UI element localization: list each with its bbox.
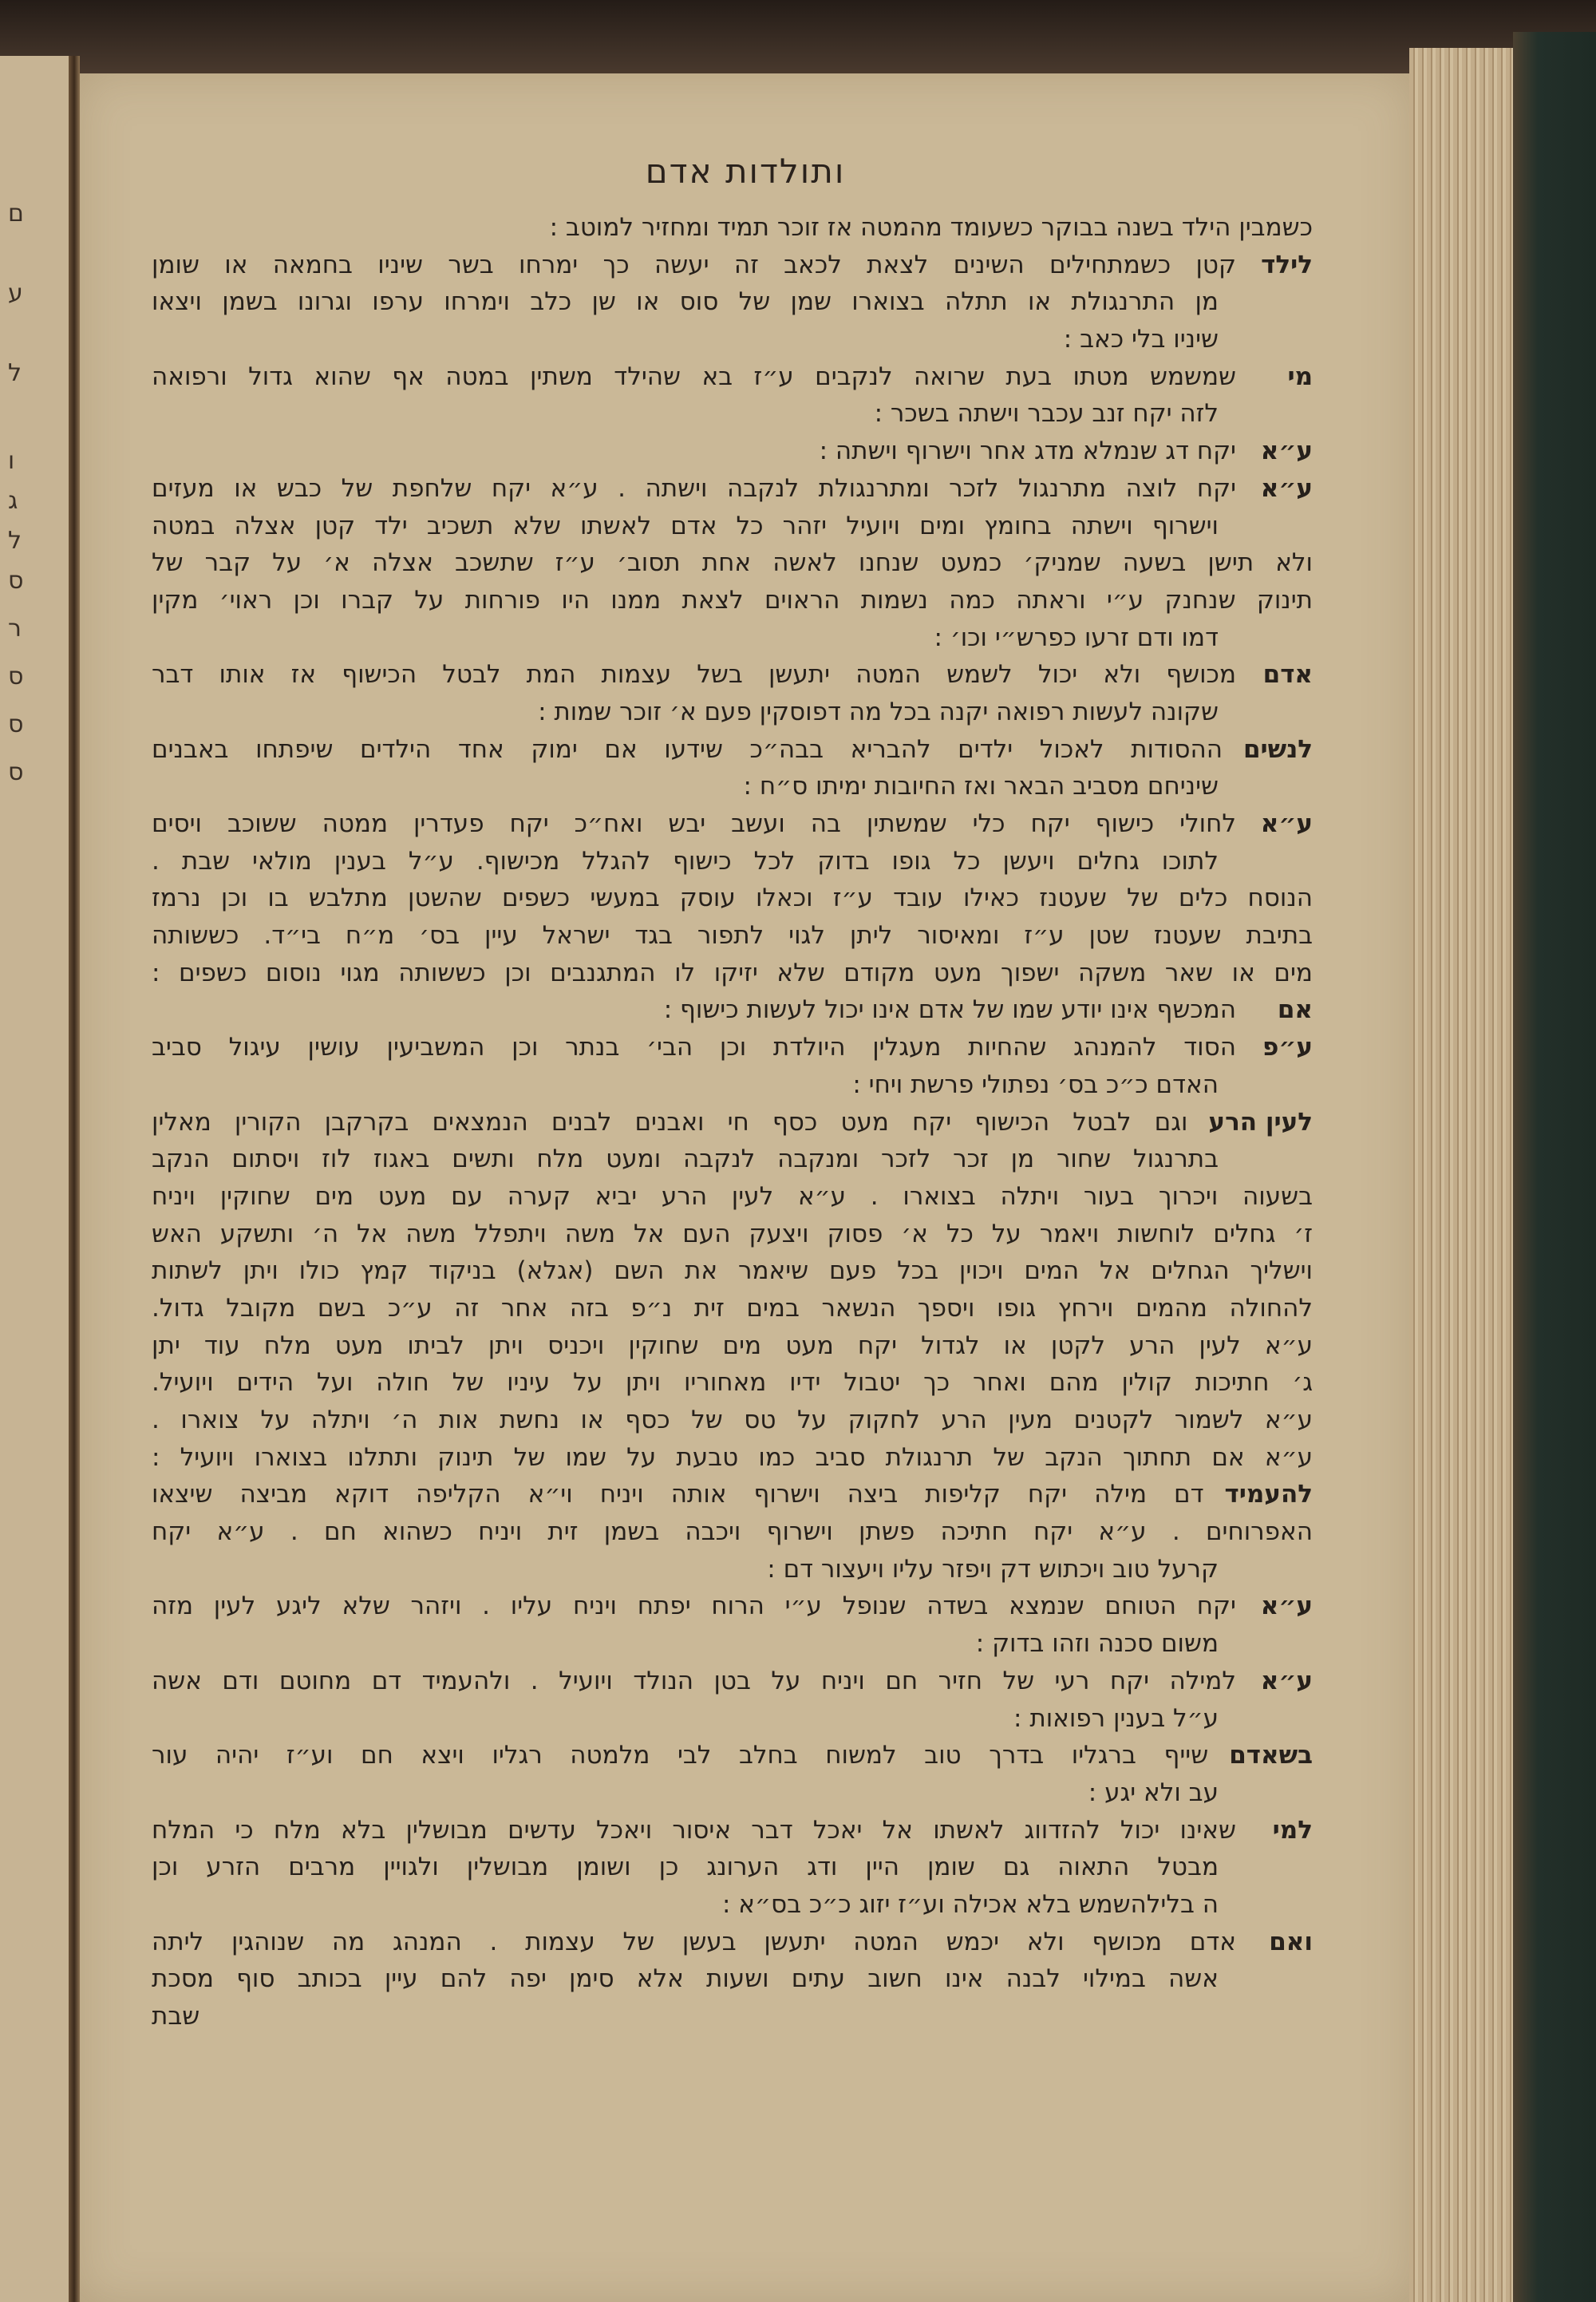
line-text: קרעל טוב ויכתוש דק ויפזר עליו ויעצור דם : xyxy=(767,1554,1219,1584)
entry-keyword: אם xyxy=(1277,995,1313,1025)
line-text: מכושף ולא יכול לשמש המטה יתעשן בשל עצמות המת לבטל הכישוף אז אותו דבר xyxy=(152,660,1236,690)
text-line xyxy=(152,1216,1313,1253)
text-line xyxy=(152,247,1313,284)
text-line xyxy=(152,1700,1313,1738)
line-text: בשעוה ויכרוך בעור ויתלה בצוארו . ע״א לעין הרע יביא קערה עם מעט מים שחוקין ויניח xyxy=(152,1181,1313,1211)
text-line xyxy=(152,1141,1313,1178)
text-line xyxy=(152,209,1313,247)
line-text: הסוד להמנהג שהחיות מעגלין היולדת וכן הבי׳ בנתר וכן המשביעין עושין עיגול סביב xyxy=(152,1033,1236,1062)
scan-top-border xyxy=(0,0,1596,76)
line-text: יקח דג שנמלא מדג אחר וישרוף וישתה : xyxy=(819,437,1236,466)
line-text: הנוסח כלים של שעטנז כאילו עובד ע״ז וכאלו עוסק במעשי כשפים שהשטן מתלבש בו וכן נרמז xyxy=(152,884,1313,913)
line-text: שייף ברגליו בדרך טוב למשוח בחלב לבי מלמטה רגליו ויצא חם וע״ז יהיה עור xyxy=(152,1741,1209,1770)
entry-keyword: ע״א xyxy=(1260,1666,1313,1695)
previous-page-fragment: ל xyxy=(8,359,22,387)
text-line xyxy=(152,768,1313,805)
text-line xyxy=(152,1551,1313,1588)
line-text: מבטל התאוה גם שומן היין ודג הערונג כן ושומן מבושלין ולגויין מרבים הזרע וכן xyxy=(152,1853,1219,1882)
line-text: קטן כשמתחילים השינים לצאת לכאב זה יעשה כך ימרחו בשר שיניו בחמאה או שומן xyxy=(152,250,1236,279)
line-text: ולא תישן בשעה שמניק׳ כמעט שנחנו לאשה אחת תסוב׳ ע״ז שתשכב אצלה א׳ על קבר של xyxy=(152,548,1313,578)
text-line xyxy=(152,1439,1313,1477)
text-line xyxy=(152,1029,1313,1066)
line-text: יקח לוצה מתרנגול לזכר ומתרנגולת לנקבה וישתה . ע״א יקח שלחפת של כבש או מעזים xyxy=(152,473,1236,503)
text-line xyxy=(152,1364,1313,1402)
page-title: ותולדות אדם xyxy=(645,152,846,191)
entry-keyword: להעמיד xyxy=(1224,1480,1313,1509)
text-line xyxy=(152,470,1313,508)
entry-keyword: לילד xyxy=(1261,250,1313,279)
previous-page-fragment: ס xyxy=(8,710,24,738)
line-text: ז׳ גחלים לוחשות ויאמר על כל א׳ פסוק ויצעק העם אל משה ויתפלל משה אל ה׳ ותשקע האש xyxy=(152,1219,1313,1248)
previous-page-fragment: ר xyxy=(8,615,22,643)
line-text: וגם לבטל הכישוף יקח מעט כסף חי ואבנים לבנים הנמצאים בקרקבן הקורין מאלין xyxy=(152,1107,1188,1137)
line-text: האדם כ״כ בס׳ נפתולי פרשת ויחי : xyxy=(852,1070,1219,1099)
line-text: וישרוף וישתה בחומץ ומים ויועיל יזהר כל אדם לאשתו שלא תשכיב ילד קטן אצלה במטה xyxy=(152,511,1219,540)
line-text: שיניחם מסביב הבאר ואז החיובות ימיתו ס״ח : xyxy=(743,772,1219,801)
text-line xyxy=(152,1886,1313,1924)
entry-keyword: ע״א xyxy=(1260,809,1313,838)
entry-keyword: בשאדם xyxy=(1229,1741,1313,1770)
text-line xyxy=(152,395,1313,433)
line-text: ע״ל בענין רפואות : xyxy=(1013,1703,1219,1733)
previous-page-fragment: ג xyxy=(8,487,18,515)
previous-page-fragment: ע xyxy=(8,279,23,307)
line-text: כשמבין הילד בשנה בבוקר כשעומד מהמטה אז זוכר תמיד ומחזיר למוטב : xyxy=(549,213,1313,242)
entry-keyword: לעין הרע xyxy=(1208,1107,1313,1137)
text-line xyxy=(152,1513,1313,1551)
entry-keyword: ע״א xyxy=(1260,1592,1313,1621)
previous-page-fragment: ס xyxy=(8,567,24,595)
line-text: דמו ודם זרעו כפרש״י וכו׳ : xyxy=(934,623,1219,652)
text-line xyxy=(152,805,1313,843)
line-text: ע״א לשמור לקטנים מעין הרע לחקוק על טס של כסף או נחשת אות ה׳ ויתלה על צוארו . xyxy=(152,1406,1313,1434)
previous-page-fragment: ו xyxy=(8,447,15,475)
text-line xyxy=(152,1625,1313,1663)
previous-page-fragment: ס xyxy=(8,758,24,786)
text-line xyxy=(152,358,1313,396)
text-line xyxy=(152,1066,1313,1104)
line-text: שאינו יכול להזדווג לאשתו אל יאכל דבר איסור ויאכל עדשים מבושלין בלא מלח כי המלח xyxy=(152,1815,1236,1845)
text-line xyxy=(152,843,1313,880)
entry-keyword: לנשים xyxy=(1242,734,1313,764)
line-text: לחולי כישוף יקח כלי שמשתין בה ועשב יבש ואח״כ יקח פעדרין ממטה ששוכב ויסים xyxy=(152,809,1236,838)
page-stack-edges xyxy=(1409,48,1515,2302)
text-line xyxy=(152,1178,1313,1216)
line-text: ע״א אם תחתוך הנקב של תרנגולת סביב כמו טבעת על שמו של תינוק ותתלנו בצוארו ויועיל : xyxy=(152,1442,1313,1472)
entry-keyword: אדם xyxy=(1262,660,1313,690)
line-text: אשה במילוי לבנה אינו חשוב עתים ושעות אלא סימן יפה להם עיין בכותב סוף מסכת xyxy=(152,1964,1219,1994)
text-line xyxy=(152,1849,1313,1886)
text-line xyxy=(152,283,1313,321)
line-text: משום סכנה וזהו בדוק : xyxy=(975,1629,1219,1659)
text-line xyxy=(152,694,1313,731)
line-text: למילה יקח רעי של חזיר חם ויניח על בטן הנולד ויועיל . ולהעמיד דם מחוטם ודם אשה xyxy=(152,1666,1236,1695)
entry-keyword: מי xyxy=(1287,362,1313,391)
line-text: יקח הטוחם שנמצא בשדה שנופל ע״י הרוח יפתח ויניח עליו . ויזהר שלא ליגע לעין מזה xyxy=(152,1592,1236,1621)
line-text: ה בלילהשמש בלא אכילה וע״ז יזוג כ״כ בס״א : xyxy=(722,1889,1219,1919)
text-line xyxy=(152,544,1313,582)
text-line xyxy=(152,917,1313,955)
previous-page-fragment: ל xyxy=(8,527,22,555)
text-line xyxy=(152,991,1313,1029)
line-text: מים או שאר משקה ישפוך מעט מקודם שלא יזיקו לו המתגנבים וכן כששותה מגוי נוסום כשפים : xyxy=(152,958,1313,987)
text-line xyxy=(152,1774,1313,1812)
text-line xyxy=(152,955,1313,992)
text-line xyxy=(152,656,1313,694)
text-line xyxy=(152,1104,1313,1141)
book-gutter xyxy=(69,56,80,2302)
line-text: המכשף אינו יודע שמו של אדם אינו יכול לעשות כישוף : xyxy=(663,995,1236,1025)
line-text: לזה יקח זנב עכבר וישתה בשכר : xyxy=(874,399,1219,429)
text-line xyxy=(152,1588,1313,1625)
text-line xyxy=(152,1998,1313,2035)
text-line xyxy=(152,731,1313,769)
line-text: ע״א לעין הרע לקטן או לגדול יקח מעט מים שחוקין ויכניס ויתן לביתו מעט מלח עוד יתן xyxy=(152,1331,1313,1360)
entry-keyword: למי xyxy=(1272,1815,1313,1845)
line-text: ההסודות לאכול ילדים להבריא בבה״כ שידעו אם ימוק אחד הילדים שיפתחו באבנים xyxy=(152,734,1223,764)
line-text: עב ולא יגע : xyxy=(1088,1778,1219,1807)
line-text: ג׳ חתיכות קולין מהם ואחר כך יטבול ידיו מאחוריו ויתן על עיניו של חולה ועל הידים ויועיל. xyxy=(152,1368,1313,1398)
line-text: וישליך הגחלים אל המים ויכוין בכל פעם שיאמר את השם (אגלא) בניקוד קמץ כולו ויתן לשתות xyxy=(152,1256,1313,1286)
page-body-text xyxy=(152,209,1313,2035)
line-text: שיניו בלי כאב : xyxy=(1063,325,1219,354)
text-line xyxy=(152,582,1313,619)
entry-keyword: ואם xyxy=(1269,1927,1313,1956)
entry-keyword: ע״פ xyxy=(1262,1033,1313,1062)
previous-page-fragment: ס xyxy=(8,663,24,690)
line-text: אדם מכושף ולא יכמש המטה יתעשן בעשן של עצמות . המנהג מה שנוהגין ליתה xyxy=(152,1927,1236,1956)
text-line xyxy=(152,1737,1313,1774)
line-text: בתרנגול שחור מן זכר לזכר ומנקבה לנקבה ומעט מלח ותשים באגוז לוז ויסתום הנקב xyxy=(152,1145,1219,1174)
text-line xyxy=(152,1252,1313,1290)
text-line xyxy=(152,1812,1313,1849)
previous-page-edge xyxy=(0,56,73,2302)
text-line xyxy=(152,1290,1313,1327)
book-cover xyxy=(1513,32,1596,2302)
line-text: שבת xyxy=(152,2002,200,2031)
line-text: שמשמש מטתו בעת שרואה לנקבים ע״ז בא שהילד משתין במטה אף שהוא גדול ורפואה xyxy=(152,362,1236,391)
entry-keyword: ע״א xyxy=(1260,473,1313,503)
text-line xyxy=(152,433,1313,470)
text-line xyxy=(152,1476,1313,1513)
text-line xyxy=(152,880,1313,917)
text-line xyxy=(152,1960,1313,1998)
line-text: מן התרנגולת או תתלה בצוארו שמן של סוס או שן כלב וימרחו ערפו וגרונו בשמן ויצאו xyxy=(152,287,1219,317)
line-text: לתוכו גחלים ויעשן כל גופו בדוק לכל כישוף להגלל מכישוף. ע״ל בענין מולאי שבת . xyxy=(152,846,1219,876)
text-line xyxy=(152,619,1313,657)
entry-keyword: ע״א xyxy=(1260,437,1313,466)
line-text: בתיבת שעטנז שטן ע״ז ומאיסור ליתן לגוי לתפור בגד ישראל עיין בס׳ מ״ח בי״ד. כששותה xyxy=(152,921,1313,951)
line-text: דם מילה יקח קליפות ביצה וישרוף אותה ויניח וי״א הקליפה דוקא מביצה שיצאו xyxy=(152,1480,1204,1509)
previous-page-fragment: ם xyxy=(8,200,24,227)
text-line xyxy=(152,1402,1313,1439)
line-text: האפרוחים . ע״א יקח חתיכה פשתן וישרוף ויכבה בשמן זית ויניח כשהוא חם . ע״א יקח xyxy=(152,1517,1313,1547)
text-line xyxy=(152,321,1313,358)
line-text: תינוק שנחנק ע״י וראתה כמה נשמות הראוים לצאת ממנו היו פורחות על קברו וכן ראוי׳ מקין xyxy=(152,585,1313,615)
line-text: שקונה לעשות רפואה יקנה בכל מה דפוסקין פעם א׳ זוכר שמות : xyxy=(538,697,1219,726)
text-line xyxy=(152,508,1313,545)
text-line xyxy=(152,1327,1313,1365)
line-text: להחולה מהמים וירחץ גופו ויספך הנשאר במים זית נ״פ בזה אחר זה ע״כ בשם מקובל גדול. xyxy=(152,1293,1313,1323)
text-line xyxy=(152,1663,1313,1700)
text-line xyxy=(152,1924,1313,1961)
